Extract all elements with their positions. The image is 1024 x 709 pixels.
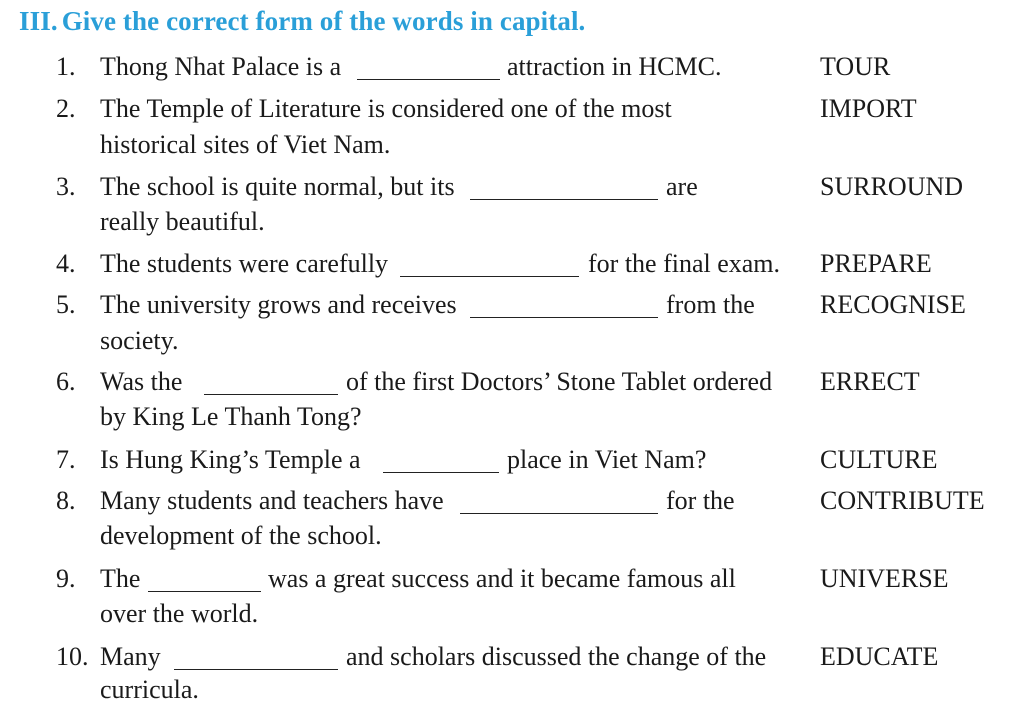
question-text-after: for the bbox=[666, 486, 735, 515]
question-text-continued: over the world. bbox=[100, 599, 259, 628]
question-text-continued: development of the school. bbox=[100, 521, 382, 550]
question-text-continued: really beautiful. bbox=[100, 207, 265, 236]
question-text-before: Many students and teachers have bbox=[100, 486, 444, 515]
question-number: 2. bbox=[56, 94, 76, 123]
capital-word: SURROUND bbox=[820, 172, 964, 201]
capital-word: PREPARE bbox=[820, 249, 932, 278]
exercise-title: Give the correct form of the words in capital. bbox=[61, 6, 586, 36]
question-number: 4. bbox=[56, 249, 76, 278]
answer-blank[interactable] bbox=[470, 317, 658, 318]
answer-blank[interactable] bbox=[174, 669, 338, 670]
exercise-number: III. bbox=[19, 6, 58, 36]
answer-blank[interactable] bbox=[460, 513, 658, 514]
question-text-after: from the bbox=[666, 290, 755, 319]
question-text-before: The students were carefully bbox=[100, 249, 389, 278]
question-number: 8. bbox=[56, 486, 76, 515]
question-text-after: was a great success and it became famous all bbox=[268, 564, 736, 593]
question-number: 7. bbox=[56, 445, 76, 474]
question-text-before: Many bbox=[100, 642, 161, 671]
question-text-before: The school is quite normal, but its bbox=[100, 172, 455, 201]
answer-blank[interactable] bbox=[470, 199, 658, 200]
question-text-before: The university grows and receives bbox=[100, 290, 457, 319]
question-text-continued: historical sites of Viet Nam. bbox=[100, 130, 391, 159]
question-number: 1. bbox=[56, 52, 76, 81]
exercise-heading bbox=[19, 6, 585, 37]
answer-blank[interactable] bbox=[357, 79, 500, 80]
capital-word: CULTURE bbox=[820, 445, 938, 474]
answer-blank[interactable] bbox=[204, 394, 338, 395]
capital-word: IMPORT bbox=[820, 94, 917, 123]
question-text-continued: curricula. bbox=[100, 675, 199, 704]
question-number: 5. bbox=[56, 290, 76, 319]
question-number: 9. bbox=[56, 564, 76, 593]
capital-word: ERRECT bbox=[820, 367, 920, 396]
question-text-continued: by King Le Thanh Tong? bbox=[100, 402, 362, 431]
question-number: 10. bbox=[56, 642, 89, 671]
question-number: 3. bbox=[56, 172, 76, 201]
question-text-after: place in Viet Nam? bbox=[507, 445, 707, 474]
question-text-continued: society. bbox=[100, 326, 179, 355]
answer-blank[interactable] bbox=[383, 472, 499, 473]
question-text-before: The Temple of Literature is considered one of the most bbox=[100, 94, 672, 123]
question-text-after: for the final exam. bbox=[588, 249, 781, 278]
question-text-after: and scholars discussed the change of the bbox=[346, 642, 767, 671]
answer-blank[interactable] bbox=[148, 591, 261, 592]
capital-word: CONTRIBUTE bbox=[820, 486, 985, 515]
question-text-before: Was the bbox=[100, 367, 183, 396]
question-text-after: of the first Doctors’ Stone Tablet ordered bbox=[346, 367, 773, 396]
capital-word: EDUCATE bbox=[820, 642, 939, 671]
capital-word: UNIVERSE bbox=[820, 564, 949, 593]
question-text-after: attraction in HCMC. bbox=[507, 52, 722, 81]
question-number: 6. bbox=[56, 367, 76, 396]
question-text-before: The bbox=[100, 564, 141, 593]
question-text-before: Thong Nhat Palace is a bbox=[100, 52, 342, 81]
capital-word: TOUR bbox=[820, 52, 891, 81]
question-text-after: are bbox=[666, 172, 698, 201]
question-text-before: Is Hung King’s Temple a bbox=[100, 445, 361, 474]
capital-word: RECOGNISE bbox=[820, 290, 966, 319]
answer-blank[interactable] bbox=[400, 276, 579, 277]
